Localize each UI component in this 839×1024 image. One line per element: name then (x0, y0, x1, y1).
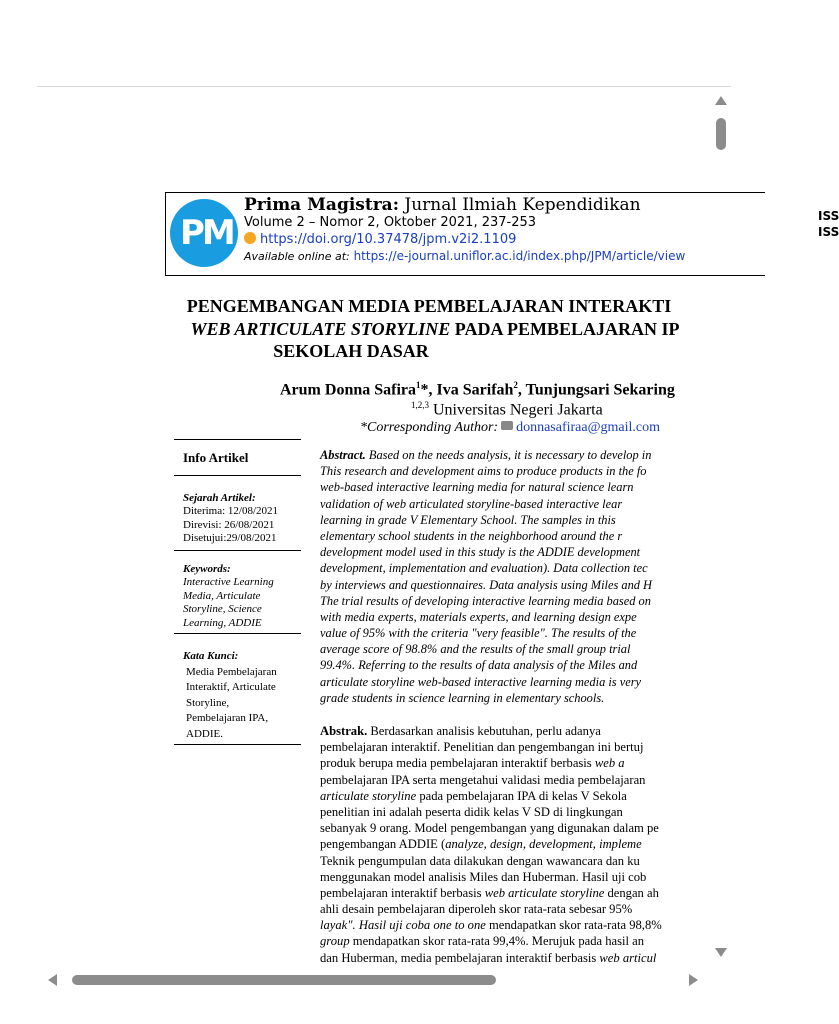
affiliation: $^{1,2,3}$ Universitas Negeri Jakarta (411, 400, 603, 419)
journal-header (165, 192, 839, 276)
divider (174, 475, 301, 476)
divider (174, 550, 301, 551)
article-url-link[interactable]: https://e-journal.uniflor.ac.id/index.php/JPM/article/view (349, 249, 686, 263)
keywords-section: Keywords: Interactive Learning Media, Articulate Storyline, Science Learning, ADDIE (183, 563, 274, 629)
email-link[interactable]: donnasafiraa@gmail.com (516, 420, 660, 435)
kata-kunci-section: Kata Kunci: Media Pembelajaran Interaktif, Articulate Storyline, Pembelajaran IPA, ADDIE. (183, 650, 277, 740)
scroll-up-arrow-icon[interactable] (715, 96, 727, 105)
available-online: Available online at: https://e-journal.uniflor.ac.id/index.php/JPM/article/view (244, 249, 686, 263)
paper-title-line-1: PENGEMBANGAN MEDIA PEMBELAJARAN INTERAKTI (186, 296, 672, 316)
info-heading: Info Artikel (183, 450, 249, 465)
journal-volume: Volume 2 – Nomor 2, Oktober 2021, 237-253 (244, 215, 537, 230)
vertical-scroll-thumb[interactable] (716, 118, 726, 150)
abstract-indonesian: Abstrak. Berdasarkan analisis kebutuhan, perlu adanya pembelajaran interaktif. Penelitian dan pengembangan ini bertuj produk berupa media pembelajaran interaktif berbasis web a pembelajaran IPA serta mengetahui validasi media pembelajaran articulate storyline pada pembelajaran IPA di kelas V Sekola penelitian ini adalah peserta didik kelas V SD di lingkungan sebanyak 9 orang. Model pengembangan yang digunakan dalam pe pengembangan ADDIE (analyze, design, development, impleme Teknik pengumpulan data dilakukan dengan wawancara dan ku menggunakan model analisis Miles dan Huberman. Hasil uji cob pembelajaran interaktif berbasis web articulate storyline dengan ah ahli desain pembelajaran diperoleh skor rata-rata sebesar 95% layak". Hasil uji coba one to one mendapatkan skor rata-rata 98,8% group mendapatkan skor rata-rata 99,4%. Merujuk pada hasil an dan Huberman, media pembelajaran interaktif berbasis web articul (320, 724, 662, 965)
mail-icon (501, 421, 513, 430)
pdf-page (37, 88, 839, 992)
scroll-left-arrow-icon[interactable] (48, 974, 57, 986)
corresponding-author: *Corresponding Author: donnasafiraa@gmail.com (360, 420, 660, 435)
scroll-down-arrow-icon[interactable] (715, 948, 727, 957)
journal-logo (170, 199, 238, 267)
doi-icon (244, 232, 256, 244)
vertical-scrollbar[interactable] (710, 88, 731, 968)
abstract-english: Abstract. Based on the needs analysis, it is necessary to develop in This research and development aims to produce products in the fo web-based interactive learning media for natural science learn validation of web articulated storyline-based interactive lear learning in grade V Elementary School. The samples in this elementary school students in the neighborhood around the r development model used in this study is the ADDIE development development, implementation and evaluation). Data collection tec by interviews and questionnaires. Data analysis using Miles and H The trial results of developing interactive learning media based on with media experts, materials experts, and learning design expe value of 95% with the criteria "very feasible". The results of the average score of 98.8% and the results of the small group trial 99.4%. Referring to the results of data analysis of the Miles and articulate storyline web-based interactive learning media is very grade students in science learning in elementary schools. (320, 448, 652, 705)
paper-title-line-2: WEB ARTICULATE STORYLINE PADA PEMBELAJARAN IP (190, 319, 680, 339)
scroll-right-arrow-icon[interactable] (689, 974, 698, 986)
author-list: Arum Donna Safira$^1$*, Iva Sarifah$^2$, Tunjungsari Sekaring (280, 380, 675, 399)
article-history: Sejarah Artikel: Diterima: 12/08/2021 Direvisi: 26/08/2021 Disetujui:29/08/2021 (183, 492, 279, 545)
divider (174, 633, 301, 634)
document-viewer[interactable] (37, 88, 839, 992)
journal-logo-text: PM (180, 213, 233, 253)
doi-link[interactable]: https://doi.org/10.37478/jpm.v2i2.1109 (244, 232, 516, 247)
issn-online: ISS (818, 225, 839, 239)
journal-name: Prima Magistra: Jurnal Ilmiah Kependidikan (244, 195, 641, 215)
issn-print: ISS (818, 209, 839, 223)
viewer-toolbar (37, 37, 731, 87)
horizontal-scroll-thumb[interactable] (72, 975, 496, 985)
paper-title-line-3: SEKOLAH DASAR (273, 341, 429, 361)
divider (174, 744, 301, 745)
divider (174, 439, 301, 440)
